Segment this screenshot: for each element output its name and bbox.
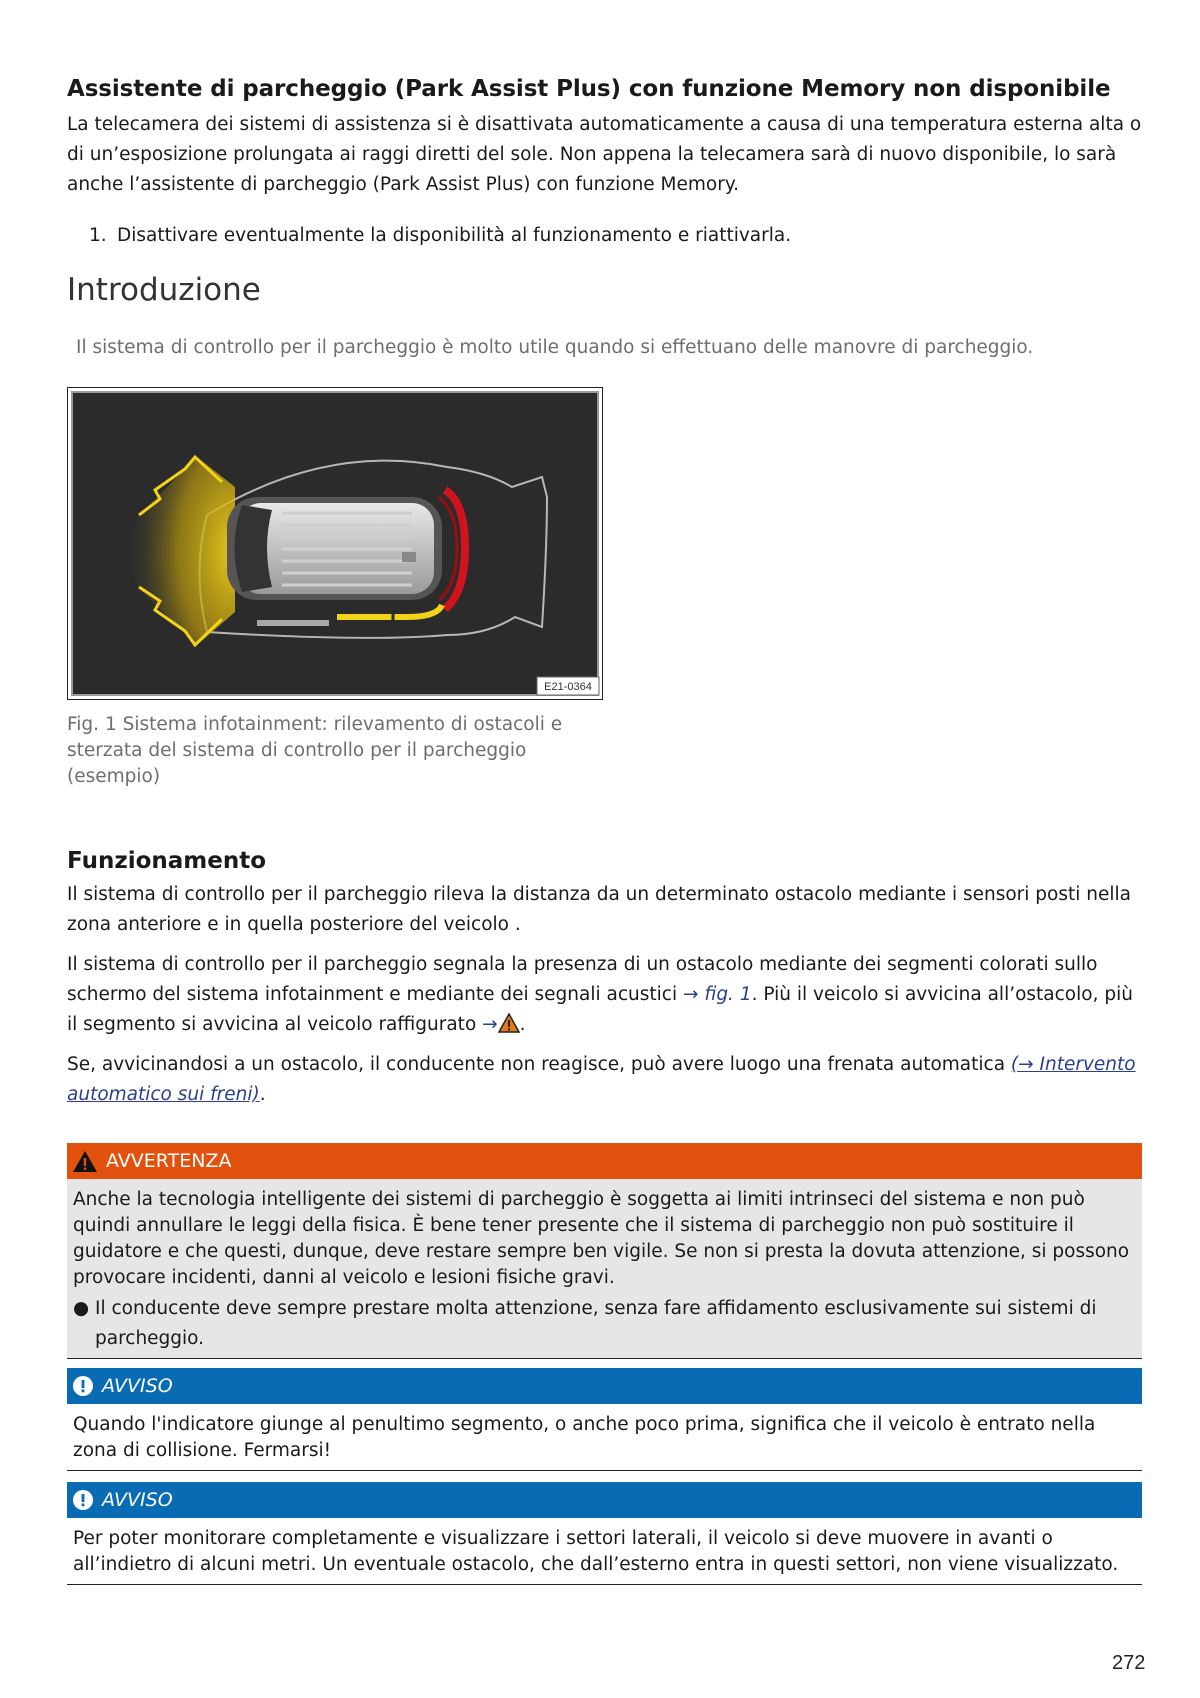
warning-box (67, 1143, 1142, 1359)
p2-text-a: Il sistema di controllo per il parcheggio segnala la presenza di un ostacolo mediante dei segmenti colorati sullo schermo del sistema infotainment e mediante dei segnali acustici (67, 954, 1098, 1005)
notice-header-2 (67, 1482, 1142, 1518)
funzionamento-title: Funzionamento (67, 848, 267, 874)
warning-bullet-text: Il conducente deve sempre prestare molta attenzione, senza fare affidamento esclusivamente sui sistemi di parcheggio. (95, 1298, 1097, 1349)
warning-ref-arrow[interactable]: → (482, 1014, 498, 1035)
p2-text-b: . Più il veicolo si avvicina all’ostacolo, più il segmento si avvicina al veicolo raffigurato (67, 984, 1133, 1035)
notice-title-1: AVVISO (102, 1375, 173, 1397)
car-topview (227, 497, 442, 600)
figure-code: E21-0364 (544, 681, 592, 693)
p3-text-b: . (259, 1084, 266, 1105)
notice-body-1: Quando l'indicatore giunge al penultimo segmento, o anche poco prima, significa che il veicolo è entrato nella zona di collisione. Fermarsi! (67, 1404, 1142, 1471)
warning-header (67, 1143, 1142, 1179)
step-item (89, 221, 791, 251)
warning-triangle-icon (72, 1150, 98, 1173)
notice-header-1 (67, 1368, 1142, 1404)
step-text: Disattivare eventualmente la disponibilità al funzionamento e riattivarla. (117, 225, 792, 246)
exclamation-circle-icon (72, 1375, 94, 1397)
warning-title: AVVERTENZA (106, 1150, 232, 1172)
warning-text: Anche la tecnologia intelligente dei sistemi di parcheggio è soggetta ai limiti intrinseci del sistema e non può quindi annullare le leggi della fisica. È bene tener presente che il sistema di parcheggio non può sostituire il guidatore e che questi, dunque, deve restare sempre ben vigile. Se non si presta la dovuta attenzione, si possono provocare incidenti, danni al veicolo e lesioni fisiche gravi. (73, 1189, 1130, 1288)
introduction-title: Introduzione (67, 272, 261, 308)
warning-triangle-icon[interactable] (498, 1013, 520, 1043)
page-number: 272 (1112, 1652, 1146, 1674)
step-number: 1. (89, 225, 107, 246)
funzionamento-p2 (67, 950, 1142, 1043)
exclamation-circle-icon (72, 1489, 94, 1511)
notice-title-2: AVVISO (102, 1489, 173, 1511)
figure-caption: Fig. 1 Sistema infotainment: rilevamento di ostacoli e sterzata del sistema di controllo per il parcheggio (esempio) (67, 714, 563, 787)
p2-text-c: . (519, 1014, 526, 1035)
notice-box-2 (67, 1482, 1142, 1585)
notice-box-1 (67, 1368, 1142, 1471)
section-title: Assistente di parcheggio (Park Assist Plus) con funzione Memory non disponibile (67, 76, 1111, 102)
introduction-lead: Il sistema di controllo per il parcheggio è molto utile quando si effettuano delle manovre di parcheggio. (76, 337, 1034, 358)
warning-body (67, 1179, 1142, 1359)
notice-body-2: Per poter monitorare completamente e visualizzare i settori laterali, il veicolo si deve muovere in avanti o all’indietro di alcuni metri. Un eventuale ostacolo, che dall’esterno entra in questi settori, non viene visualizzato. (67, 1518, 1142, 1585)
brake-intervention-link[interactable]: (→ Intervento automatico sui freni) (67, 1054, 1136, 1105)
funzionamento-p1: Il sistema di controllo per il parcheggio rileva la distanza da un determinato ostacolo mediante i sensori posti nella zona anteriore e in quella posteriore del veicolo . (67, 884, 1132, 935)
section-body: La telecamera dei sistemi di assistenza si è disattivata automaticamente a causa di una temperatura esterna alta o di un’esposizione prolungata ai raggi diretti del sole. Non appena la telecamera sarà di nuovo disponibile, lo sarà anche l’assistente di parcheggio (Park Assist Plus) con funzione Memory. (67, 114, 1142, 195)
bullet-dot-icon: ● (73, 1298, 90, 1319)
funzionamento-p3 (67, 1050, 1142, 1110)
p3-text-a: Se, avvicinandosi a un ostacolo, il conducente non reagisce, può avere luogo una frenata automatica (67, 1054, 1011, 1075)
park-distance-figure (67, 387, 603, 700)
warning-bullet (73, 1294, 1136, 1354)
park-distance-illustration (67, 387, 603, 700)
fig-1-link[interactable]: → fig. 1 (682, 984, 752, 1005)
